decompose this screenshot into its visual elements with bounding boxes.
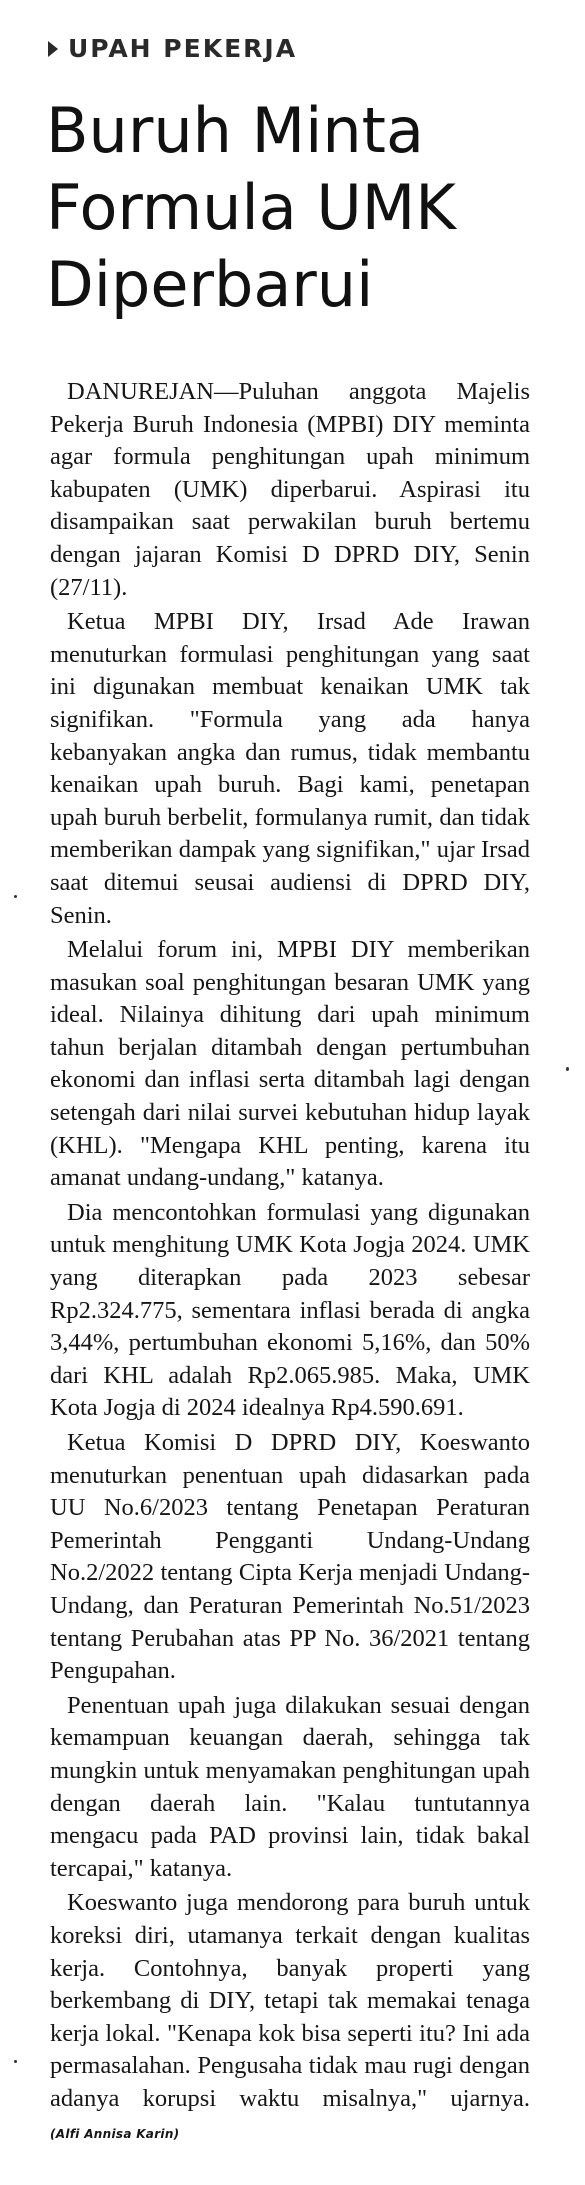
article-paragraph: DANUREJAN—Puluhan anggota Majelis Pekerja Buruh Indonesia (MPBI) DIY meminta agar formula penghitungan upah minimum kabupaten (UMK) diperbarui. Aspirasi itu disampaikan saat perwakilan buruh bertemu dengan jajaran Komisi D DPRD DIY, Senin (27/11).: [50, 378, 530, 601]
article-paragraph: Dia mencontohkan formulasi yang digunakan untuk menghitung UMK Kota Jogja 2024. UMK yang diterapkan pada 2023 sebesar Rp2.324.775, sementara inflasi berada di angka 3,44%, pertumbuhan ekonomi 5,16%, dan 50% dari KHL adalah Rp2.065.985. Maka, UMK Kota Jogja di 2024 idealnya Rp4.590.691.: [50, 1198, 530, 1422]
headline-line: Diperbarui: [46, 248, 374, 321]
article-paragraph: Penentuan upah juga dilakukan sesuai dengan kemampuan keuangan daerah, sehingga tak mungkin untuk menyamakan penghitungan upah dengan daerah lain. "Kalau tuntutannya mengacu pada PAD provinsi lain, tidak bakal tercapai," katanya.: [50, 1691, 530, 1882]
headline: [46, 92, 566, 323]
print-speck: [566, 1067, 569, 1071]
article-paragraph: Melalui forum ini, MPBI DIY memberikan masukan soal penghitungan besaran UMK yang ideal. Nilainya dihitung dari upah minimum tahun berjalan ditambah dengan pertumbuhan ekonomi dan inflasi serta ditambah lagi dengan setengah dari nilai survei kebutuhan hidup layak (KHL). "Mengapa KHL penting, karena itu amanat undang-undang," katanya.: [50, 936, 530, 1192]
headline-line: Buruh Minta: [46, 94, 424, 167]
section-label: [48, 34, 297, 63]
article-paragraph: Ketua MPBI DIY, Irsad Ade Irawan menuturkan formulasi penghitungan yang saat ini digunakan membuat kenaikan UMK tak signifikan. "Formula yang ada hanya kebanyakan angka dan rumus, tidak membantu kenaikan upah buruh. Bagi kami, penetapan upah buruh berbelit, formulanya rumit, dan tidak memberikan dampak yang signifikan," ujar Irsad saat ditemui seusai audiensi di DPRD DIY, Senin.: [50, 608, 530, 929]
article-paragraph-last: [50, 1887, 530, 2151]
print-speck: [14, 895, 17, 898]
print-speck: [14, 2060, 17, 2063]
section-label-text: UPAH PEKERJA: [68, 34, 298, 63]
article-paragraph: Ketua Komisi D DPRD DIY, Koeswanto menuturkan penentuan upah didasarkan pada UU No.6/2023 tentang Penetapan Peraturan Pemerintah Pengganti Undang-Undang No.2/2022 tentang Cipta Kerja menjadi Undang-Undang, dan Peraturan Pemerintah No.51/2023 tentang Perubahan atas PP No. 36/2021 tentang Pengupahan.: [50, 1429, 530, 1685]
triangle-bullet-icon: [48, 41, 58, 57]
article-body: [50, 376, 530, 2153]
author-credit: (Alfi Annisa Karin): [50, 2127, 180, 2142]
headline-line: Formula UMK: [46, 171, 456, 244]
article-paragraph-text: Koeswanto juga mendorong para buruh untuk koreksi diri, utamanya terkait dengan kualitas kerja. Contohnya, banyak properti yang berkembang di DIY, tetapi tak memakai tenaga kerja lokal. "Kenapa kok bisa seperti itu? Ini ada permasalahan. Pengusaha tidak mau rugi dengan adanya korupsi waktu misalnya," ujarnya.: [50, 1889, 530, 2112]
